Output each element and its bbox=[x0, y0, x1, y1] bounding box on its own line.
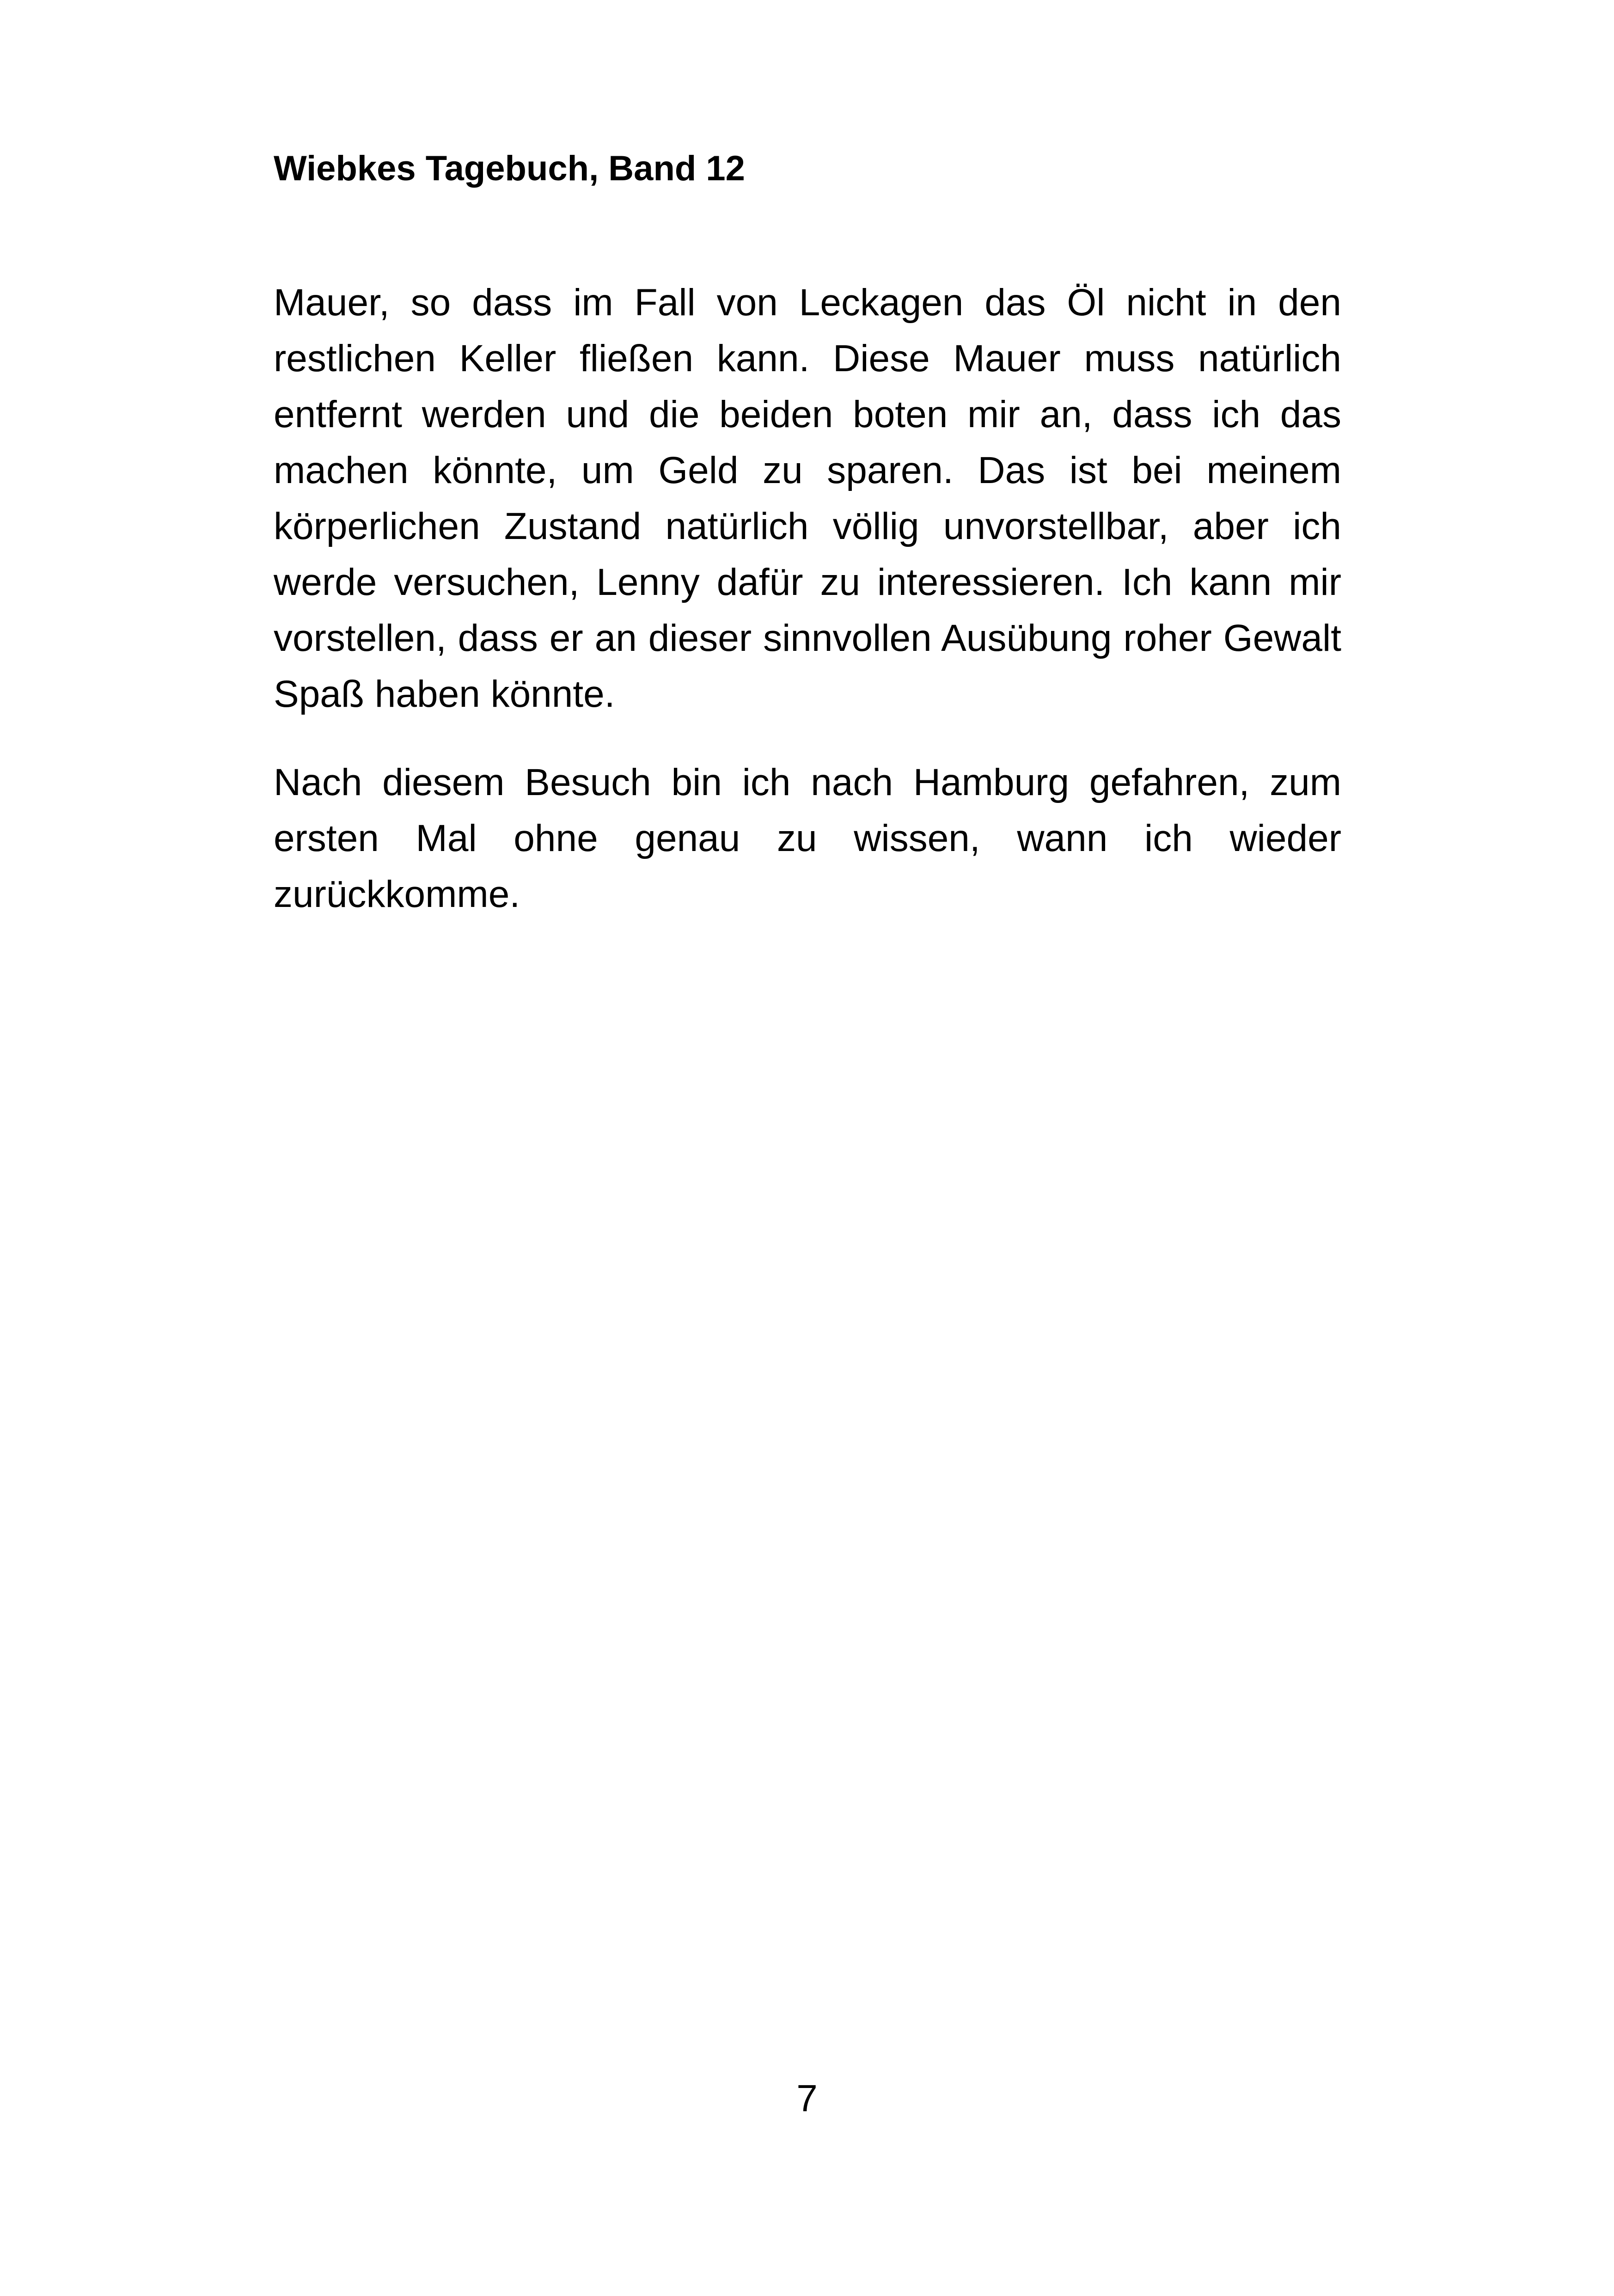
paragraph: Nach diesem Besuch bin ich nach Hamburg gefahren, zum ersten Mal ohne genau zu wissen, wann ich wieder zurückkomme. bbox=[274, 761, 1341, 915]
running-header-title: Wiebkes Tagebuch, Band 12 bbox=[274, 149, 745, 188]
body-text bbox=[274, 275, 1341, 955]
page-number: 7 bbox=[796, 2077, 818, 2119]
paragraph: Mauer, so dass im Fall von Leckagen das Öl nicht in den restlichen Keller fließen kann. Diese Mauer muss natürlich entfernt werden und die beiden boten mir an, dass ich das machen könnte, um Geld zu sparen. Das ist bei meinem körperlichen Zustand natürlich völlig unvorstellbar, aber ich werde versuchen, Lenny dafür zu interessieren. Ich kann mir vorstellen, dass er an dieser sinnvollen Ausübung roher Gewalt Spaß haben könnte. bbox=[274, 282, 1341, 715]
